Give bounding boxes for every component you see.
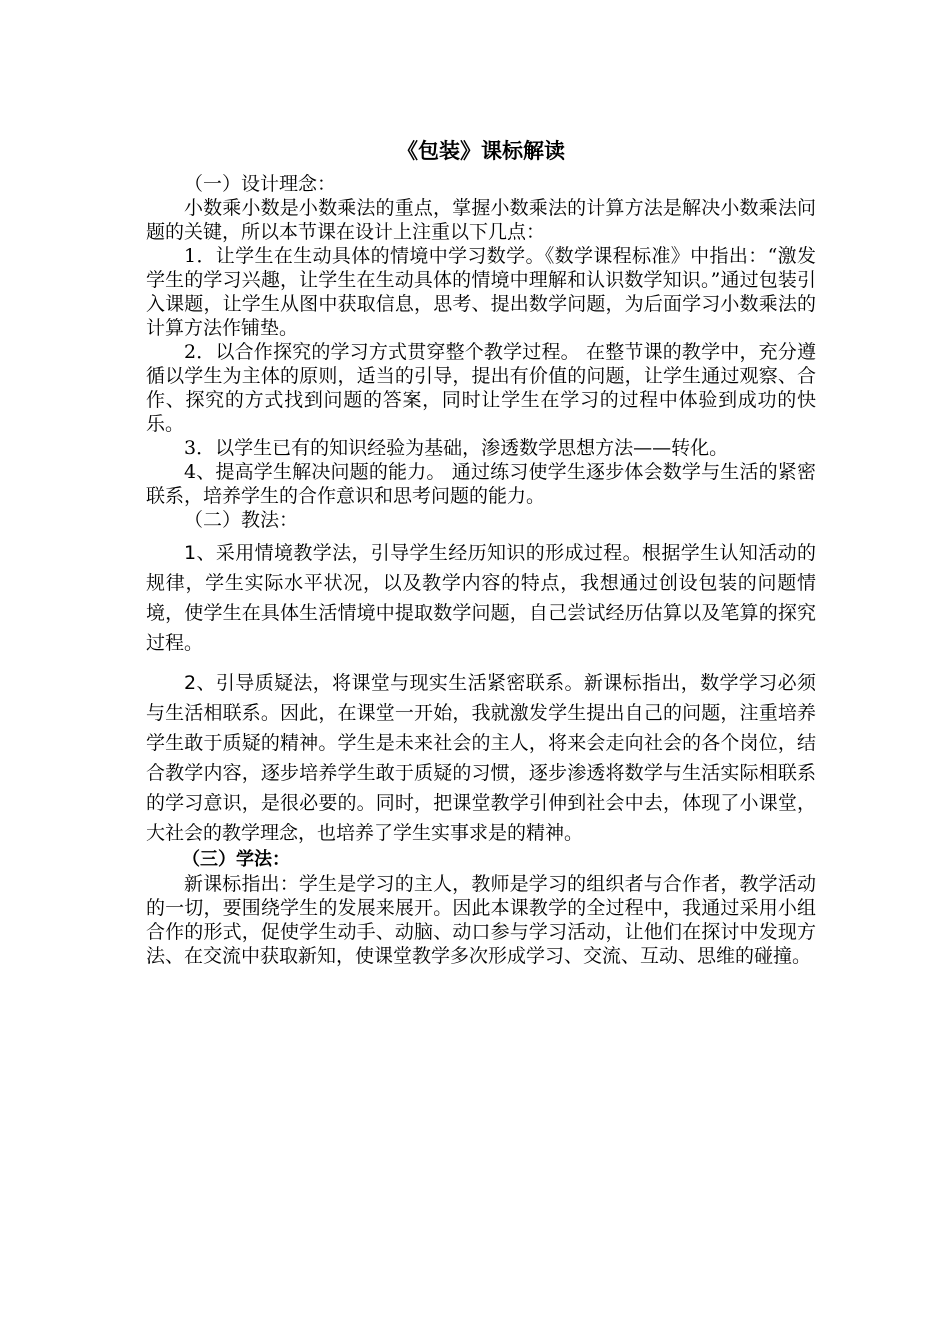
paragraph-point-3: 3．以学生已有的知识经验为基础，渗透数学思想方法——转化。 [184, 437, 729, 459]
paragraph-intro: 小数乘小数是小数乘法的重点，掌握小数乘法的计算方法是解决小数乘法问题的关键，所以本节课在设计上注重以下几点： [146, 197, 816, 243]
item-number: 1 [184, 542, 197, 564]
paragraph-point-2: 2．以合作探究的学习方式贯穿整个教学过程。 在整节课的教学中，充分遵循以学生为主体的原则，适当的引导，提出有价值的问题，让学生通过观察、合作、探究的方式找到问题的答案，同时让学生在学习的过程中体验到成功的快乐。 [146, 341, 816, 435]
section-heading-design: （一）设计理念： [184, 173, 337, 195]
paragraph-learning: 新课标指出：学生是学习的主人，教师是学习的组织者与合作者，教学活动的一切，要围绕学生的发展来展开。因此本课教学的全过程中，我通过采用小组合作的形式，促使学生动手、动脑、动口参与学习活动，让他们在探讨中发现方法、在交流中获取新知，使课堂教学多次形成学习、交流、互动、思维的碰撞。 [146, 873, 816, 967]
paragraph-point-4: 4、提高学生解决问题的能力。 通过练习使学生逐步体会数学与生活的紧密联系，培养学生的合作意识和思考问题的能力。 [146, 461, 816, 507]
paragraph-method-2 [146, 668, 816, 848]
section-heading-teaching: （二）教法： [184, 509, 299, 531]
section-heading-learning: （三）学法： [182, 849, 290, 870]
item-number: 2 [184, 672, 197, 694]
document-title: 《包装》课标解读 [397, 139, 565, 163]
document-page [146, 136, 816, 968]
paragraph-point-1: 1．让学生在生动具体的情境中学习数学。《数学课程标准》中指出：“激发学生的学习兴趣，让学生在生动具体的情境中理解和认识数学知识。”通过包装引入课题，让学生从图中获取信息，思考、提出数学问题，为后面学习小数乘法的计算方法作铺垫。 [146, 245, 816, 339]
item-text: 、采用情境教学法，引导学生经历知识的形成过程。根据学生认知活动的规律，学生实际水平状况，以及教学内容的特点，我想通过创设包装的问题情境，使学生在具体生活情境中提取数学问题，自己尝试经历估算以及笔算的探究过程。 [146, 542, 816, 654]
paragraph-method-1 [146, 538, 816, 658]
item-text: 、引导质疑法，将课堂与现实生活紧密联系。新课标指出，数学学习必须与生活相联系。因此，在课堂一开始，我就激发学生提出自己的问题，注重培养学生敢于质疑的精神。学生是未来社会的主人，将来会走向社会的各个岗位，结合教学内容，逐步培养学生敢于质疑的习惯，逐步渗透将数学与生活实际相联系的学习意识，是很必要的。同时，把课堂教学引伸到社会中去，体现了小课堂，大社会的教学理念，也培养了学生实事求是的精神。 [146, 672, 816, 844]
